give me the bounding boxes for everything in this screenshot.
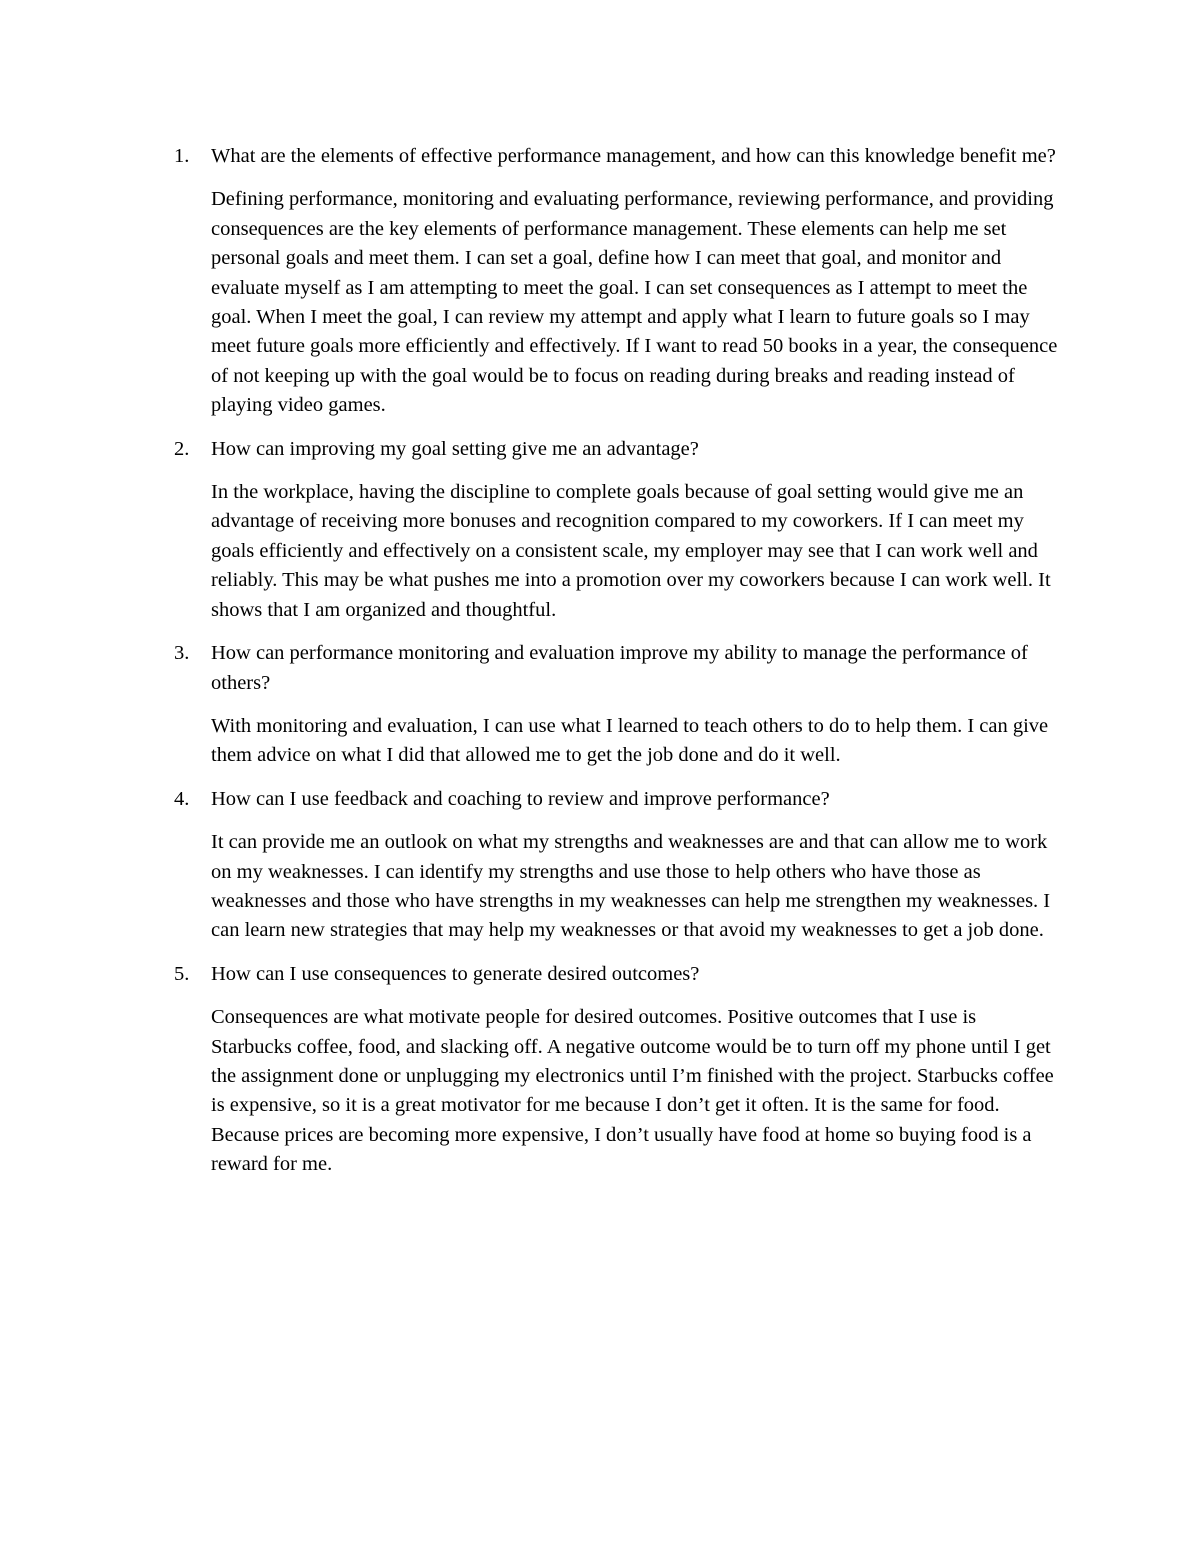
answer-paragraph: With monitoring and evaluation, I can use what I learned to teach others to do to help them. I can give them advice on what I did that allowed me to get the job done and do it well.	[211, 714, 1049, 767]
question-number: 2.	[174, 437, 190, 460]
answer-paragraph: Defining performance, monitoring and evaluating performance, reviewing performance, and providing consequences are the key elements of performance management. These elements can help me set personal goals and meet them. I can set a goal, define how I can meet that goal, and monitor and evaluate myself as I am attempting to meet the goal. I can set consequences as I attempt to meet the goal. When I meet the goal, I can review my attempt and apply what I learn to future goals so I may meet future goals more efficiently and effectively. If I want to read 50 books in a year, the consequence of not keeping up with the goal would be to focus on reading during breaks and reading instead of playing video games.	[211, 188, 1058, 417]
question-number: 5.	[174, 962, 190, 985]
answer-paragraph: Consequences are what motivate people for desired outcomes. Positive outcomes that I use is Starbucks coffee, food, and slacking off. A negative outcome would be to turn off my phone until I get the assignment done or unplugging my electronics until I’m finished with the project. Starbucks coffee is expensive, so it is a great motivator for me because I don’t get it often. It is the same for food. Because prices are becoming more expensive, I don’t usually have food at home so buying food is a reward for me.	[211, 1006, 1054, 1176]
qa-item-1	[0, 142, 1061, 421]
question-number: 4.	[174, 787, 190, 810]
qa-item-2	[0, 435, 1061, 625]
qa-item-5	[0, 960, 1061, 1180]
question-text: What are the elements of effective performance management, and how can this knowledge benefit me?	[211, 145, 1056, 167]
question-text: How can improving my goal setting give me an advantage?	[211, 437, 699, 460]
question-text: How can I use consequences to generate desired outcomes?	[211, 962, 700, 985]
qa-item-4	[0, 785, 1061, 946]
answer-paragraph: In the workplace, having the discipline to complete goals because of goal setting would give me an advantage of receiving more bonuses and recognition compared to my coworkers. If I can meet my goals efficiently and effectively on a consistent scale, my employer may see that I can work well and reliably. This may be what pushes me into a promotion over my coworkers because I can work well. It shows that I am organized and thoughtful.	[211, 481, 1051, 621]
question-answer-list	[0, 142, 1200, 1180]
qa-item-3	[0, 639, 1061, 771]
question-text: How can performance monitoring and evaluation improve my ability to manage the performance of others?	[211, 642, 1028, 694]
question-number: 1.	[174, 145, 190, 167]
answer-paragraph: It can provide me an outlook on what my strengths and weaknesses are and that can allow me to work on my weaknesses. I can identify my strengths and use those to help others who have those as weaknesses and those who have strengths in my weaknesses can help me strengthen my weaknesses. I can learn new strategies that may help my weaknesses or that avoid my weaknesses to get a job done.	[211, 831, 1051, 942]
question-number: 3.	[174, 642, 190, 665]
question-text: How can I use feedback and coaching to review and improve performance?	[211, 787, 830, 810]
